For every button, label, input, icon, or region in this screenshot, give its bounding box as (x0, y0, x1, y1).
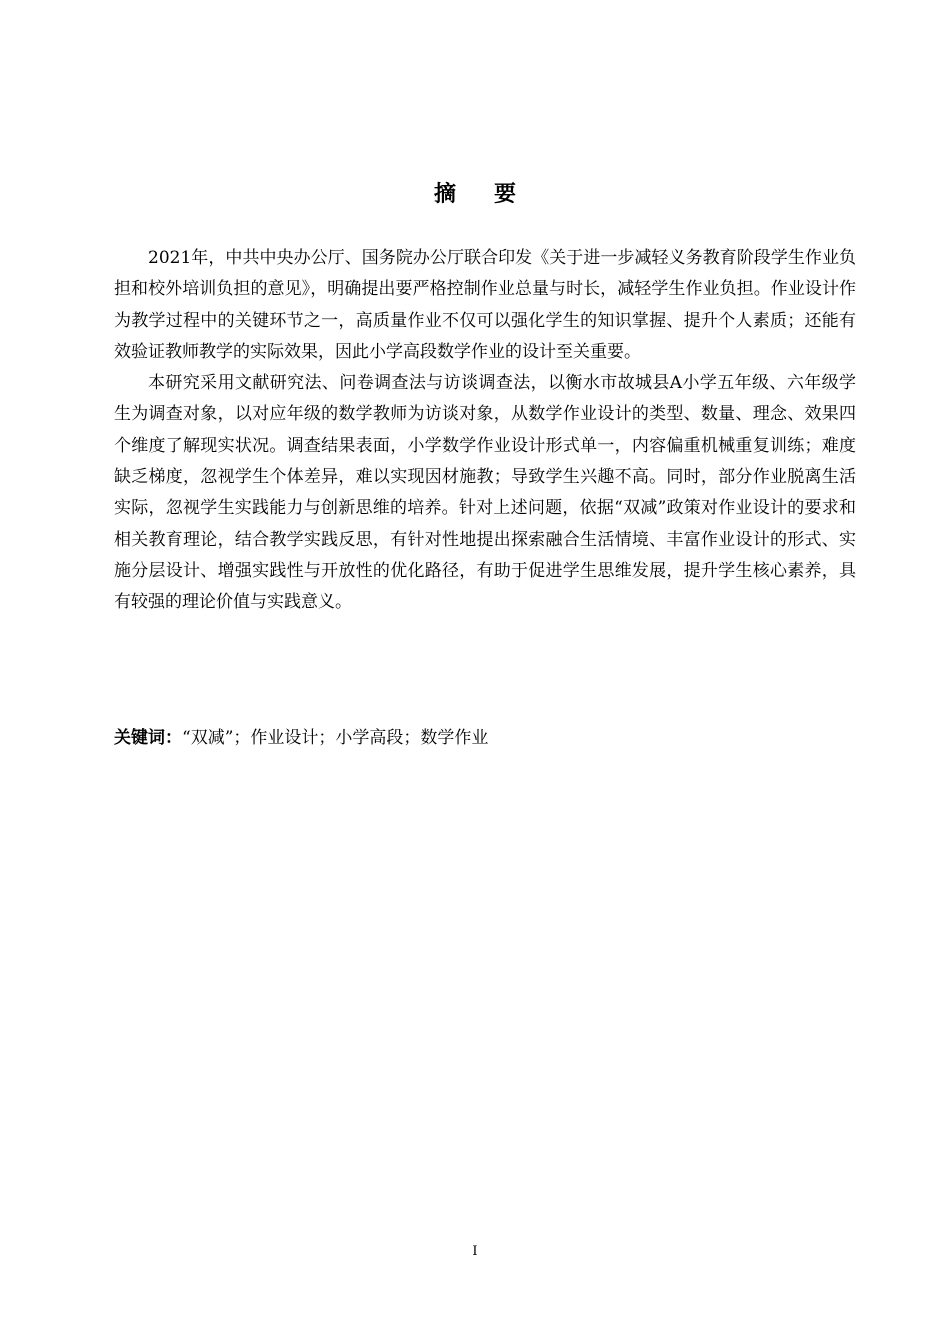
keywords-line (114, 723, 856, 754)
abstract-paragraph-2: 本研究采用文献研究法、问卷调查法与访谈调查法，以衡水市故城县A小学五年级、六年级学生为调查对象，以对应年级的数学教师为访谈对象，从数学作业设计的类型、数量、理念、效果四个维度了解现实状况。调查结果表面，小学数学作业设计形式单一，内容偏重机械重复训练；难度缺乏梯度，忽视学生个体差异，难以实现因材施教；导致学生兴趣不高。同时，部分作业脱离生活实际，忽视学生实践能力与创新思维的培养。针对上述问题，依据“双减”政策对作业设计的要求和相关教育理论，结合教学实践反思，有针对性地提出探索融合生活情境、丰富作业设计的形式、实施分层设计、增强实践性与开放性的优化路径，有助于促进学生思维发展，提升学生核心素养，具有较强的理论价值与实践意义。 (114, 373, 856, 613)
abstract-title: 摘要 (433, 182, 554, 207)
keywords-values: “双减”；作业设计；小学高段；数学作业 (182, 728, 489, 748)
abstract-paragraph-1: 2021年，中共中央办公厅、国务院办公厅联合印发《关于进一步减轻义务教育阶段学生作业负担和校外培训负担的意见》，明确提出要严格控制作业总量与时长，减轻学生作业负担。作业设计作为教学过程中的关键环节之一，高质量作业不仅可以强化学生的知识掌握、提升个人素质；还能有效验证教师教学的实际效果，因此小学高段数学作业的设计至关重要。 (114, 248, 856, 362)
keywords-label: 关键词： (114, 728, 182, 748)
page-number: I (472, 1244, 478, 1259)
abstract-body (114, 243, 856, 619)
